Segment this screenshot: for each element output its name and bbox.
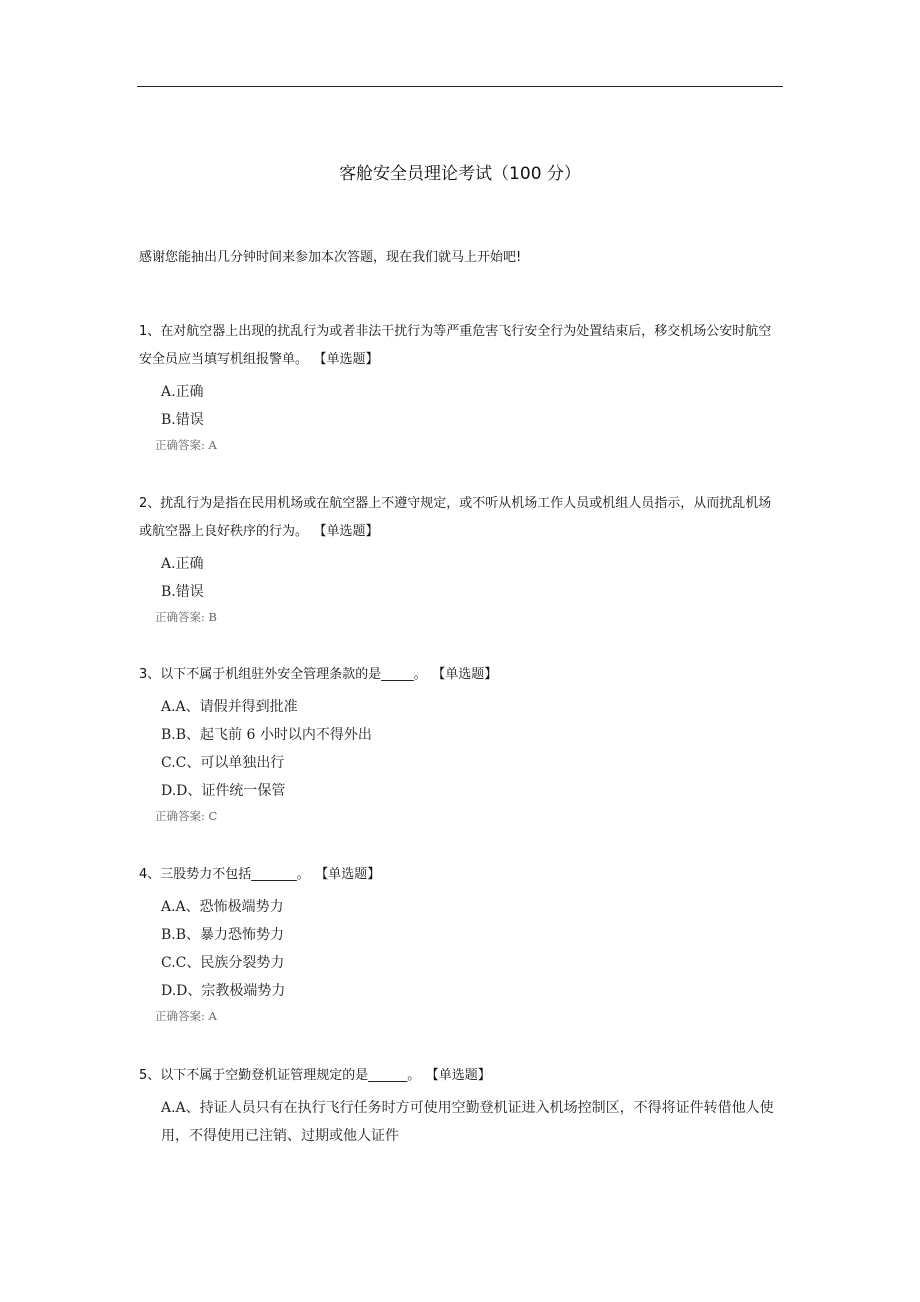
page-title: 客舱安全员理论考试（100 分） (339, 164, 581, 184)
options-list (139, 550, 784, 606)
option-b[interactable]: B.B、暴力恐怖势力 (161, 927, 285, 943)
question-stem (139, 490, 784, 546)
correct-answer: 正确答案: C (155, 809, 218, 823)
question-text: 4、三股势力不包括_______。 (139, 867, 310, 882)
options-list (139, 1094, 784, 1150)
option-b[interactable]: B.B、起飞前 6 小时以内不得外出 (161, 727, 372, 743)
question-stem (139, 318, 784, 374)
question-type-tag: 【单选题】 (432, 1068, 491, 1083)
options-list (139, 693, 784, 805)
option-d[interactable]: D.D、证件统一保管 (161, 783, 286, 799)
option-b[interactable]: B.错误 (161, 412, 204, 428)
question-type-tag: 【单选题】 (320, 352, 379, 367)
question-3 (139, 661, 784, 827)
question-type-tag: 【单选题】 (320, 524, 379, 539)
question-4 (139, 861, 784, 1027)
question-type-tag: 【单选题】 (438, 667, 498, 682)
correct-answer: 正确答案: A (155, 438, 217, 452)
question-5 (139, 1062, 784, 1150)
question-2 (139, 490, 784, 628)
question-type-tag: 【单选题】 (321, 867, 381, 882)
correct-answer: 正确答案: A (155, 1009, 217, 1023)
question-text: 3、以下不属于机组驻外安全管理条款的是_____。 (139, 667, 427, 682)
option-a[interactable]: A.A、恐怖极端势力 (161, 899, 284, 915)
option-a[interactable]: A.正确 (161, 384, 204, 400)
question-stem (139, 861, 784, 889)
correct-answer: 正确答案: B (155, 610, 217, 624)
options-list (139, 893, 784, 1005)
question-text: 1、在对航空器上出现的扰乱行为或者非法干扰行为等严重危害飞行安全行为处置结束后，移交机场公安时航空安全员应当填写机组报警单。 (139, 324, 772, 367)
intro-text: 感谢您能抽出几分钟时间来参加本次答题，现在我们就马上开始吧! (139, 250, 522, 265)
question-text: 2、扰乱行为是指在民用机场或在航空器上不遵守规定，或不听从机场工作人员或机组人员指示，从而扰乱机场或航空器上良好秩序的行为。 (139, 496, 772, 539)
option-c[interactable]: C.C、民族分裂势力 (161, 955, 285, 971)
option-d[interactable]: D.D、宗教极端势力 (161, 983, 286, 999)
top-divider (137, 86, 783, 87)
option-a[interactable]: A.正确 (161, 556, 204, 572)
question-stem (139, 661, 784, 689)
question-1 (139, 318, 784, 456)
question-text: 5、以下不属于空勤登机证管理规定的是______。 (139, 1068, 421, 1083)
option-c[interactable]: C.C、可以单独出行 (161, 755, 285, 771)
question-stem (139, 1062, 784, 1090)
option-a[interactable]: A.A、持证人员只有在执行飞行任务时方可使用空勤登机证进入机场控制区，不得将证件转借他人使用，不得使用已注销、过期或他人证件 (161, 1100, 774, 1144)
option-b[interactable]: B.错误 (161, 584, 204, 600)
options-list (139, 378, 784, 434)
option-a[interactable]: A.A、请假并得到批准 (161, 699, 298, 715)
